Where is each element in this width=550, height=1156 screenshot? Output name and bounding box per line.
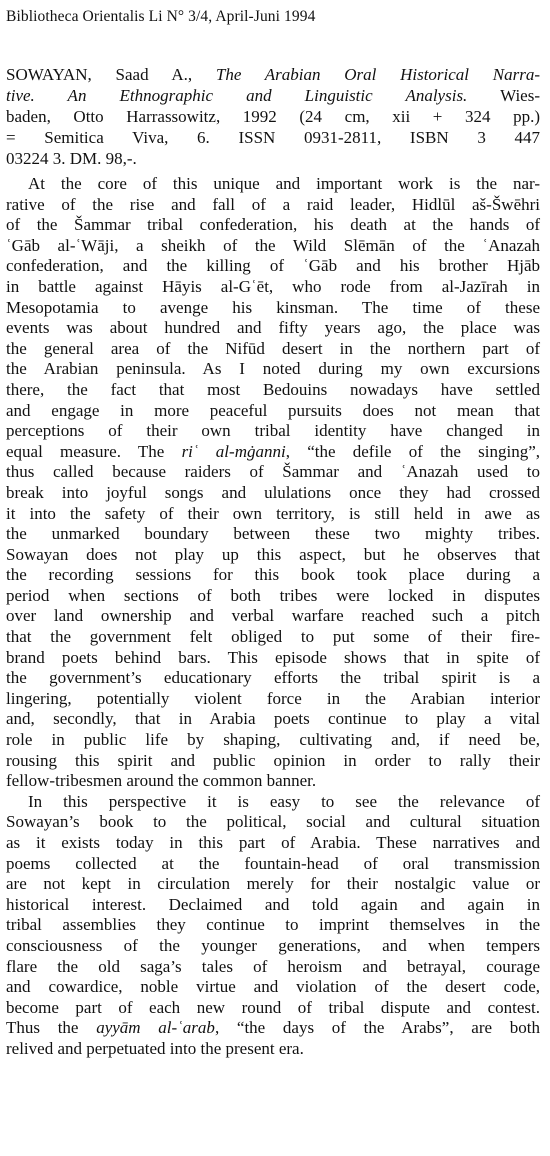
paragraph-line: over land ownership and verbal warfare reached such a pitch xyxy=(6,606,540,626)
review-body xyxy=(6,174,540,1060)
citation-line: = Semitica Viva, 6. ISSN 0931-2811, ISBN 3 447 xyxy=(6,128,540,147)
paragraph-line: and cowardice, noble virtue and violation of the desert code, xyxy=(6,977,540,997)
paragraph-line: poems collected at the fountain-head of oral transmission xyxy=(6,853,540,873)
paragraph-line: ʿGāb al-ʿWāji, a sheikh of the Wild Slēmān of the ʿAnazah xyxy=(6,235,540,255)
paragraph-line: equal measure. The riʿ al-mġanni, “the defile of the singing”, xyxy=(6,441,540,461)
citation-line: tive. An Ethnographic and Linguistic Analysis. Wies- xyxy=(6,86,540,105)
paragraph-line: period when sections of both tribes were locked in disputes xyxy=(6,585,540,605)
paragraph-line: rousing this spirit and public opinion in order to rally their xyxy=(6,750,540,770)
paragraph-line: are not kept in circulation merely for their nostalgic value or xyxy=(6,874,540,894)
paragraph-2 xyxy=(6,792,540,1060)
citation-line: baden, Otto Harrassowitz, 1992 (24 cm, xii + 324 pp.) xyxy=(6,107,540,126)
paragraph-line: At the core of this unique and important work is the nar- xyxy=(28,174,540,193)
paragraph-line: and engage in more peaceful pursuits does not mean that xyxy=(6,400,540,420)
paragraph-line: thus called because raiders of Šammar and ʿAnazah used to xyxy=(6,462,540,482)
paragraph-line: confederation, and the killing of ʿGāb and his brother Hjāb xyxy=(6,256,540,276)
paragraph-line: and, secondly, that in Arabia poets continue to play a vital xyxy=(6,709,540,729)
paragraph-line: lingering, potentially violent force in the Arabian interior xyxy=(6,688,540,708)
paragraph-line: the Arabian peninsula. As I noted during my own excursions xyxy=(6,359,540,379)
paragraph-line: relived and perpetuated into the present era. xyxy=(6,1038,304,1058)
citation-line: SOWAYAN, Saad A., The Arabian Oral Historical Narra- xyxy=(6,65,540,84)
paragraph-line: Mesopotamia to avenge his kinsman. The time of these xyxy=(6,297,540,317)
paragraph-line: rative of the rise and fall of a raid leader, Hidlūl aš-Šwēhri xyxy=(6,194,540,214)
paragraph-line: become part of each new round of tribal dispute and contest. xyxy=(6,997,540,1017)
paragraph-line: brand poets behind bars. This episode shows that in spite of xyxy=(6,647,540,667)
running-head: Bibliotheca Orientalis Li N° 3/4, April-Juni 1994 xyxy=(6,8,316,25)
paragraph-line: there, the fact that most Bedouins nowadays have settled xyxy=(6,379,540,399)
paragraph-line: the recording sessions for this book took place during a xyxy=(6,565,540,585)
paragraph-line: perceptions of their own tribal identity have changed in xyxy=(6,421,540,441)
paragraph-line: Thus the ayyām al-ʿarab, “the days of the Arabs”, are both xyxy=(6,1018,540,1038)
paragraph-line: Sowayan’s book to the political, social and cultural situation xyxy=(6,812,540,832)
paragraph-line: In this perspective it is easy to see the relevance of xyxy=(28,791,540,811)
paragraph-line: of the Šammar tribal confederation, his death at the hands of xyxy=(6,215,540,235)
paragraph-line: tribal assemblies they continue to imprint themselves in the xyxy=(6,915,540,935)
paragraph-line: historical interest. Declaimed and told again and again in xyxy=(6,894,540,914)
paragraph-line: role in public life by shaping, cultivating and, if need be, xyxy=(6,730,540,750)
paragraph-line: the general area of the Nifūd desert in the northern part of xyxy=(6,338,540,358)
paragraph-line: Sowayan does not play up this aspect, but he observes that xyxy=(6,544,540,564)
paragraph-line: events was about hundred and fifty years ago, the place was xyxy=(6,318,540,338)
paragraph-line: fellow-tribesmen around the common banner. xyxy=(6,771,317,791)
bibliographic-citation xyxy=(6,64,540,169)
paragraph-line: break into joyful songs and ululations once they had crossed xyxy=(6,482,540,502)
paragraph-line: the unmarked boundary between these two mighty tribes. xyxy=(6,524,540,544)
paragraph-line: the government’s educationary efforts the tribal spirit is a xyxy=(6,668,540,688)
paragraph-line: in battle against Hāyis al-Gʿēt, who rode from al-Jazīrah in xyxy=(6,276,540,296)
paragraph-1 xyxy=(6,174,540,792)
paragraph-line: that the government felt obliged to put some of their fire- xyxy=(6,627,540,647)
paragraph-line: consciousness of the younger generations, and when tempers xyxy=(6,935,540,955)
paragraph-line: it into the safety of their own territory, is still held in awe as xyxy=(6,503,540,523)
paragraph-line: flare the old saga’s tales of heroism and betrayal, courage xyxy=(6,956,540,976)
paragraph-line: as it exists today in this part of Arabia. These narratives and xyxy=(6,833,540,852)
citation-line: 03224 3. DM. 98,-. xyxy=(6,149,137,168)
